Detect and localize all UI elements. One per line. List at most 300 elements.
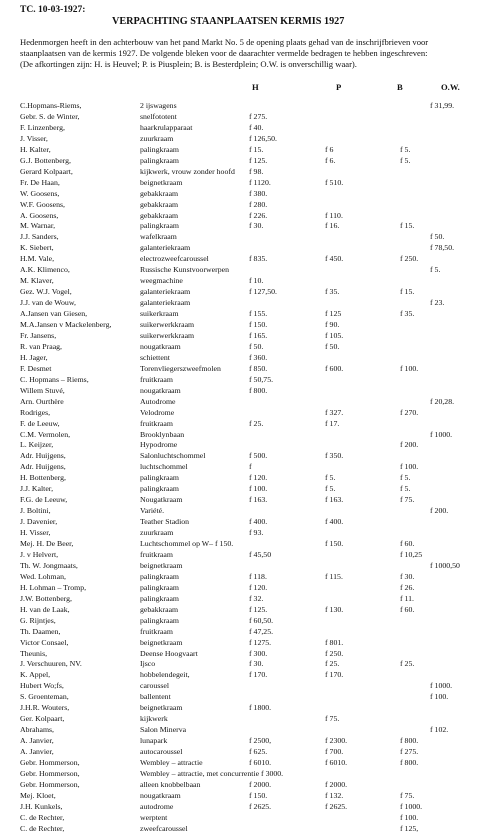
table-row	[0, 221, 483, 231]
cell-name: Gebr. Hommerson,	[20, 758, 80, 767]
cell-attraction: gebakkraam	[140, 210, 179, 220]
table-row	[0, 145, 483, 155]
cell-name: Gez. W.J. Vogel,	[20, 287, 72, 297]
cell-onverschillig: f 100.	[430, 692, 449, 702]
table-row	[0, 747, 483, 757]
cell-name: H. van de Laak,	[20, 604, 70, 614]
cell-heuvel: f 100.	[249, 484, 268, 494]
cell-piusplein: f 6	[325, 144, 334, 154]
cell-name: H.M. Vale,	[20, 254, 55, 264]
cell-name: J. v Helvert,	[20, 550, 59, 559]
cell-besterdplein: f 15.	[400, 221, 415, 231]
cell-name: H. Jager,	[20, 352, 48, 362]
cell-name: C.Hopmans-Riems,	[20, 101, 82, 110]
table-row	[0, 254, 483, 264]
table-row	[0, 791, 483, 801]
cell-heuvel: f 40.	[249, 122, 264, 132]
cell-name: J. Verschuuren, NV.	[20, 659, 82, 669]
cell-besterdplein: f 800.	[400, 736, 419, 746]
cell-piusplein: f 2300.	[325, 736, 348, 746]
cell-onverschillig: f 102.	[430, 725, 449, 735]
table-row	[0, 462, 483, 472]
cell-attraction: Wembley – attractie	[140, 758, 203, 767]
cell-besterdplein: f 270.	[400, 407, 419, 417]
cell-besterdplein: f 30.	[400, 571, 415, 581]
table-row	[0, 232, 483, 242]
cell-name: C. Hopmans – Riems,	[20, 374, 89, 384]
cell-name: H. Visser,	[20, 528, 51, 537]
cell-piusplein: f 600.	[325, 363, 344, 373]
cell-attraction: nougatkraam	[140, 385, 181, 395]
document-title: VERPACHTING STAANPLAATSEN KERMIS 1927	[112, 16, 345, 27]
cell-heuvel: f 50.	[249, 341, 264, 351]
cell-heuvel: f 2500,	[249, 736, 272, 746]
cell-name: Gebr. Hommerson,	[20, 768, 80, 778]
cell-attraction: Velodrome	[140, 407, 175, 417]
table-row	[0, 627, 483, 637]
cell-attraction: autocaroussel	[140, 747, 183, 756]
cell-heuvel: f 800.	[249, 385, 268, 395]
cell-heuvel: f 45,50	[249, 550, 272, 559]
cell-besterdplein: f 75.	[400, 790, 415, 800]
cell-piusplein: f 75.	[325, 714, 340, 724]
cell-heuvel: f 120.	[249, 473, 268, 483]
cell-attraction: palingkraam	[140, 484, 179, 494]
cell-attraction: suikerwerkkraam	[140, 320, 195, 329]
cell-name: A. Janvier,	[20, 736, 54, 746]
table-row	[0, 112, 483, 122]
cell-onverschillig: f 1000,50	[430, 560, 460, 570]
cell-heuvel: f 1120.	[249, 177, 271, 187]
cell-besterdplein: f 60.	[400, 539, 415, 548]
cell-besterdplein: f 35.	[400, 309, 415, 318]
table-row	[0, 714, 483, 724]
cell-heuvel: f 47,25.	[249, 626, 274, 636]
cell-onverschillig: f 1000.	[430, 429, 453, 439]
cell-heuvel: f 32.	[249, 593, 264, 603]
table-row	[0, 298, 483, 308]
intro-line-1: Hedenmorgen heeft in den achterbouw van het pand Markt No. 5 de opening plaats gehad van de inschrijfbrieven voor	[20, 37, 429, 47]
cell-onverschillig: f 1000.	[430, 681, 453, 691]
cell-heuvel: f 500.	[249, 451, 268, 461]
cell-besterdplein: f 250.	[400, 254, 419, 264]
cell-heuvel: f 163.	[249, 495, 268, 505]
cell-attraction: zuurkraam	[140, 133, 174, 143]
table-row	[0, 397, 483, 407]
cell-piusplein: f 17.	[325, 418, 340, 428]
cell-attraction: gebakkraam	[140, 199, 179, 209]
cell-name: J.J. Sanders,	[20, 232, 59, 242]
cell-name: H. Bottenberg,	[20, 473, 66, 483]
column-header-ow: O.W.	[441, 82, 460, 92]
cell-besterdplein: f 10,25	[400, 550, 423, 559]
table-row	[0, 758, 483, 768]
table-row	[0, 802, 483, 812]
table-row	[0, 364, 483, 374]
cell-onverschillig: f 200.	[430, 506, 449, 516]
cell-name: J.H.R. Wouters,	[20, 703, 70, 713]
cell-piusplein: f 163.	[325, 495, 344, 505]
cell-attraction: Nougatkraam	[140, 495, 183, 505]
table-row	[0, 156, 483, 166]
intro-line-2: staanplaatsen van de kermis 1927. De volgende bleken voor de daarachter vermelde bedragen te hebben ingeschreven:	[20, 48, 428, 58]
cell-piusplein: f 115.	[325, 571, 343, 581]
cell-attraction: schiettent	[140, 352, 170, 362]
cell-heuvel: f 1800.	[249, 703, 272, 713]
cell-heuvel: f 127,50.	[249, 287, 277, 297]
cell-attraction: Salonluchtschommel	[140, 451, 206, 461]
cell-besterdplein: f 5.	[400, 144, 411, 154]
cell-attraction: luchtschommel	[140, 462, 188, 472]
cell-onverschillig: f 20,28.	[430, 396, 455, 406]
cell-name: Gebr. Hommerson,	[20, 779, 80, 789]
cell-heuvel: f 30.	[249, 221, 264, 231]
cell-besterdplein: f 60.	[400, 604, 415, 614]
cell-piusplein: f 327.	[325, 407, 344, 417]
cell-name: F. Linzenberg,	[20, 122, 65, 132]
cell-name: Ger. Kolpaart,	[20, 714, 65, 724]
table-row	[0, 189, 483, 199]
table-row	[0, 692, 483, 702]
cell-name: Th. W. Jongmaats,	[20, 560, 78, 570]
cell-besterdplein: f 1000.	[400, 801, 423, 811]
cell-name: C.M. Vermolen,	[20, 429, 71, 439]
column-header-b: B	[397, 82, 403, 92]
cell-attraction: nougatkraam	[140, 790, 181, 800]
cell-besterdplein: f 125,	[400, 823, 419, 833]
table-row	[0, 167, 483, 177]
table-row	[0, 419, 483, 429]
cell-name: A. Janvier,	[20, 747, 54, 756]
cell-attraction: palingkraam	[140, 571, 179, 581]
cell-heuvel: f 380.	[249, 188, 268, 198]
table-row	[0, 101, 483, 111]
cell-besterdplein: f 100.	[400, 462, 419, 472]
cell-name: C. de Rechter,	[20, 812, 65, 822]
table-row	[0, 813, 483, 823]
cell-besterdplein: f 100.	[400, 812, 419, 822]
cell-name: S. Groenteman,	[20, 692, 69, 702]
cell-piusplein: f 150.	[325, 539, 344, 548]
cell-attraction: beignetkraam	[140, 560, 183, 570]
cell-piusplein: f 110.	[325, 210, 343, 220]
cell-heuvel: f 120.	[249, 582, 268, 592]
cell-name: Abrahams,	[20, 725, 54, 735]
cell-besterdplein: f 75.	[400, 495, 415, 505]
cell-piusplein: f 5.	[325, 473, 336, 483]
cell-heuvel: f 275.	[249, 112, 268, 121]
cell-heuvel: f 2625.	[249, 801, 272, 811]
cell-attraction: palingkraam	[140, 221, 179, 231]
cell-attraction: palingkraam	[140, 615, 179, 625]
table-row	[0, 473, 483, 483]
cell-heuvel: f 118.	[249, 571, 267, 581]
cell-heuvel: f 155.	[249, 309, 268, 318]
cell-heuvel: f 6010.	[249, 758, 272, 767]
table-row	[0, 134, 483, 144]
table-row	[0, 616, 483, 626]
table-row	[0, 440, 483, 450]
cell-name: M. Klaver,	[20, 276, 54, 286]
cell-name: Arn. Ourthère	[20, 396, 64, 406]
table-row	[0, 211, 483, 221]
table-row	[0, 725, 483, 735]
cell-name: J.J. Kalter,	[20, 484, 54, 494]
cell-attraction: Brooklynbaan	[140, 429, 185, 439]
cell-attraction: hobbelendegeit,	[140, 670, 190, 680]
table-row	[0, 451, 483, 461]
cell-name: A. Goosens,	[20, 210, 59, 220]
table-row	[0, 123, 483, 133]
cell-attraction: fruitkraam	[140, 418, 173, 428]
cell-heuvel: f 165.	[249, 330, 268, 340]
cell-attraction: beignetkraam	[140, 177, 183, 187]
cell-attraction: palingkraam	[140, 473, 179, 483]
cell-heuvel: f 98.	[249, 166, 264, 176]
table-row	[0, 178, 483, 188]
table-row	[0, 528, 483, 538]
cell-name: J. Boltini,	[20, 506, 51, 516]
cell-piusplein: f 35.	[325, 287, 340, 297]
cell-attraction: Teather Stadion	[140, 517, 190, 527]
cell-heuvel: f 835.	[249, 254, 268, 264]
cell-attraction: Wembley – attractie, met concurrentie f 3000.	[140, 768, 284, 778]
table-row	[0, 309, 483, 319]
cell-piusplein: f 2000.	[325, 779, 348, 789]
cell-name: A.Jansen van Giesen,	[20, 309, 88, 318]
cell-attraction: haarkrulapparaat	[140, 122, 193, 132]
cell-attraction: fruitkraam	[140, 374, 173, 384]
cell-attraction: kijkwerk	[140, 714, 168, 724]
table-row	[0, 594, 483, 604]
cell-attraction: fruitkraam	[140, 550, 173, 559]
cell-name: K. Appel,	[20, 670, 51, 680]
table-row	[0, 780, 483, 790]
table-row	[0, 539, 483, 549]
cell-piusplein: f 125	[325, 309, 342, 318]
cell-name: Fr. De Haan,	[20, 177, 60, 187]
cell-attraction: snelfototent	[140, 112, 177, 121]
cell-attraction: nougatkraam	[140, 341, 181, 351]
cell-piusplein: f 132.	[325, 790, 344, 800]
table-row	[0, 638, 483, 648]
cell-heuvel: f 50,75.	[249, 374, 274, 384]
cell-besterdplein: f 800.	[400, 758, 419, 767]
cell-piusplein: f 50.	[325, 341, 340, 351]
cell-name: Willem Stuvé,	[20, 385, 65, 395]
cell-attraction: Torenvliegerszweefmolen	[140, 363, 221, 373]
cell-attraction: Autodrome	[140, 396, 176, 406]
cell-heuvel: f 400.	[249, 517, 268, 527]
cell-name: H. Kalter,	[20, 144, 51, 154]
cell-attraction: Deense Hoogvaart	[140, 648, 198, 658]
cell-heuvel: f 125.	[249, 155, 268, 165]
cell-besterdplein: f 275.	[400, 747, 419, 756]
cell-heuvel: f 93.	[249, 528, 264, 537]
table-row	[0, 386, 483, 396]
cell-attraction: alleen knobbelbaan	[140, 779, 201, 789]
cell-onverschillig: f 5.	[430, 265, 441, 275]
cell-heuvel: f 1275.	[249, 637, 272, 647]
cell-heuvel: f 30.	[249, 659, 264, 669]
cell-heuvel: f 280.	[249, 199, 268, 209]
cell-attraction: gebakkraam	[140, 604, 179, 614]
cell-name: J. Davenier,	[20, 517, 58, 527]
cell-heuvel: f 226.	[249, 210, 268, 220]
cell-attraction: galanteriekraam	[140, 298, 191, 308]
table-row	[0, 495, 483, 505]
cell-piusplein: f 801.	[325, 637, 344, 647]
intro-line-3: (De afkortingen zijn: H. is Heuvel; P. is Piusplein; B. is Besterdplein; O.W. is onverschillig waar).	[20, 59, 357, 69]
cell-piusplein: f 450.	[325, 254, 344, 264]
cell-piusplein: f 400.	[325, 517, 344, 527]
cell-attraction: werptent	[140, 812, 168, 822]
cell-name: K. Siebert,	[20, 243, 54, 253]
table-row	[0, 484, 483, 494]
table-row	[0, 659, 483, 669]
cell-attraction: autodrome	[140, 801, 174, 811]
document-date: TC. 10-03-1927:	[20, 5, 86, 15]
table-row	[0, 649, 483, 659]
cell-heuvel: f 850.	[249, 363, 268, 373]
cell-attraction: suikerwerkkraam	[140, 330, 195, 340]
cell-name: W. Goosens,	[20, 188, 60, 198]
cell-name: Wed. Lohman,	[20, 571, 66, 581]
cell-heuvel: f 2000.	[249, 779, 272, 789]
cell-name: J.W. Bottenberg,	[20, 593, 72, 603]
table-row	[0, 670, 483, 680]
cell-name: Gebr. S. de Winter,	[20, 112, 80, 121]
cell-name: Hubert Wo;fs,	[20, 681, 64, 691]
cell-besterdplein: f 100.	[400, 363, 419, 373]
table-row	[0, 824, 483, 834]
cell-heuvel: f 150.	[249, 320, 268, 329]
cell-attraction: zuurkraam	[140, 528, 174, 537]
table-row	[0, 331, 483, 341]
table-row	[0, 408, 483, 418]
cell-heuvel: f 60,50.	[249, 615, 274, 625]
cell-name: Mej. H. De Beer,	[20, 539, 74, 548]
cell-name: F.G. de Leeuw,	[20, 495, 68, 505]
cell-heuvel: f 300.	[249, 648, 268, 658]
cell-name: R. van Praag,	[20, 341, 63, 351]
cell-name: Theunis,	[20, 648, 48, 658]
cell-piusplein: f 250.	[325, 648, 344, 658]
cell-attraction: zweefcaroussel	[140, 823, 188, 833]
cell-attraction: Salon Minerva	[140, 725, 187, 735]
cell-piusplein: f 170.	[325, 670, 344, 680]
cell-attraction: beignetkraam	[140, 637, 183, 647]
cell-besterdplein: f 25.	[400, 659, 415, 669]
cell-name: J. Visser,	[20, 133, 48, 143]
cell-piusplein: f 350.	[325, 451, 344, 461]
column-header-p: P	[336, 82, 342, 92]
table-row	[0, 681, 483, 691]
table-row	[0, 353, 483, 363]
cell-besterdplein: f 5.	[400, 473, 411, 483]
cell-name: L. Keijzer,	[20, 440, 54, 450]
cell-piusplein: f 90.	[325, 320, 340, 329]
cell-attraction: weegmachine	[140, 276, 183, 286]
table-row	[0, 243, 483, 253]
cell-attraction: palingkraam	[140, 155, 179, 165]
cell-piusplein: f 5.	[325, 484, 336, 494]
cell-name: G.J. Bottenberg,	[20, 155, 71, 165]
table-row	[0, 550, 483, 560]
cell-attraction: wafelkraam	[140, 232, 177, 242]
cell-piusplein: f 700.	[325, 747, 344, 756]
cell-attraction: palingkraam	[140, 144, 179, 154]
cell-name: Fr. Jansens,	[20, 330, 57, 340]
cell-besterdplein: f 15.	[400, 287, 415, 297]
table-row	[0, 583, 483, 593]
cell-piusplein: f 510.	[325, 177, 344, 187]
cell-attraction: fruitkraam	[140, 626, 173, 636]
cell-besterdplein: f 11.	[400, 593, 415, 603]
cell-attraction: galanteriekraam	[140, 287, 191, 297]
cell-name: Victor Consael,	[20, 637, 69, 647]
cell-piusplein: f 6.	[325, 155, 336, 165]
cell-attraction: Ijsco	[140, 659, 156, 669]
cell-attraction: ballentent	[140, 692, 171, 702]
cell-heuvel: f 15.	[249, 144, 264, 154]
cell-name: Gerard Kolpaart,	[20, 166, 73, 176]
cell-name: H. Lohman – Tromp,	[20, 582, 87, 592]
cell-attraction: caroussel	[140, 681, 170, 691]
cell-piusplein: f 6010.	[325, 758, 348, 767]
cell-attraction: galanteriekraam	[140, 243, 191, 253]
cell-heuvel: f 170.	[249, 670, 268, 680]
table-row	[0, 605, 483, 615]
cell-name: Adr. Huijgens,	[20, 462, 66, 472]
cell-name: Th. Daamen,	[20, 626, 61, 636]
table-row	[0, 561, 483, 571]
table-row	[0, 736, 483, 746]
cell-name: F. Desmet	[20, 363, 52, 373]
cell-attraction: suikerkraam	[140, 309, 179, 318]
table-row	[0, 320, 483, 330]
table-row	[0, 517, 483, 527]
cell-name: W.F. Goosens,	[20, 199, 66, 209]
cell-attraction: palingkraam	[140, 593, 179, 603]
table-row	[0, 265, 483, 275]
cell-piusplein: f 2625.	[325, 801, 348, 811]
cell-name: F. de Leeuw,	[20, 418, 60, 428]
cell-attraction: electrozweefcaroussel	[140, 254, 209, 264]
cell-name: M.A.Jansen v Mackelenberg,	[20, 320, 112, 329]
cell-piusplein: f 16.	[325, 221, 340, 231]
cell-name: J.H. Kunkels,	[20, 801, 63, 811]
cell-heuvel: f 125.	[249, 604, 268, 614]
cell-heuvel: f 150.	[249, 790, 268, 800]
cell-heuvel: f 10.	[249, 276, 264, 286]
table-row	[0, 276, 483, 286]
cell-name: J.J. van de Wouw,	[20, 298, 76, 308]
cell-attraction: beignetkraam	[140, 703, 183, 713]
cell-name: Mej. Kloet,	[20, 790, 56, 800]
cell-besterdplein: f 200.	[400, 440, 419, 450]
cell-piusplein: f 105.	[325, 330, 344, 340]
cell-heuvel: f	[249, 462, 252, 472]
cell-name: M. Warnar,	[20, 221, 56, 231]
cell-attraction: Variété.	[140, 506, 165, 516]
table-row	[0, 375, 483, 385]
cell-piusplein: f 25.	[325, 659, 340, 669]
cell-name: C. de Rechter,	[20, 823, 65, 833]
cell-attraction: Luchtschommel op W– f 150.	[140, 539, 234, 548]
table-row	[0, 430, 483, 440]
table-row	[0, 769, 483, 779]
